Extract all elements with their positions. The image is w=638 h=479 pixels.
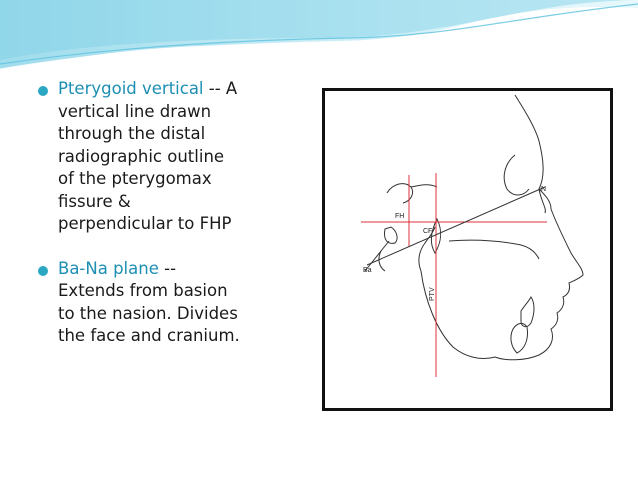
soft-tissue-profile — [495, 209, 583, 360]
label-ptv: PTV — [429, 287, 436, 301]
mandible-outline — [421, 271, 495, 359]
bullet-ba-na-plane — [36, 258, 298, 348]
bullet-marker-icon — [38, 266, 48, 276]
sphenoid-outline — [411, 185, 437, 187]
orbit-outline — [504, 155, 529, 195]
label-ba: Ba — [363, 267, 372, 274]
label-cf: CF — [423, 228, 433, 235]
cephalometric-tracing — [325, 91, 610, 408]
bullet-text: Pterygoid vertical -- A vertical line drawn through the distal radiographic outline of the pterygomax fissure & perpendicular to FHP — [58, 79, 238, 233]
bullet-pterygoid-vertical — [36, 78, 298, 236]
ba-na-line — [367, 187, 545, 265]
term-ba-na-plane: Ba-Na plane — [58, 258, 159, 278]
bullet-text: Ba-Na plane -- Extends from basion to the nasion. Divides the face and cranium. — [58, 258, 240, 345]
mastoid — [379, 251, 385, 271]
bullet-marker-icon — [38, 86, 48, 96]
term-pterygoid-vertical: Pterygoid vertical — [58, 79, 204, 98]
header-wave-decoration — [0, 0, 638, 80]
label-fh: FH — [395, 213, 405, 220]
incisor-upper — [521, 297, 534, 327]
bullet-list — [36, 78, 298, 370]
cephalometric-figure — [322, 88, 613, 411]
incisor-lower — [511, 323, 528, 353]
condyle — [384, 227, 397, 243]
palate — [449, 240, 539, 259]
label-n: N — [541, 186, 547, 193]
